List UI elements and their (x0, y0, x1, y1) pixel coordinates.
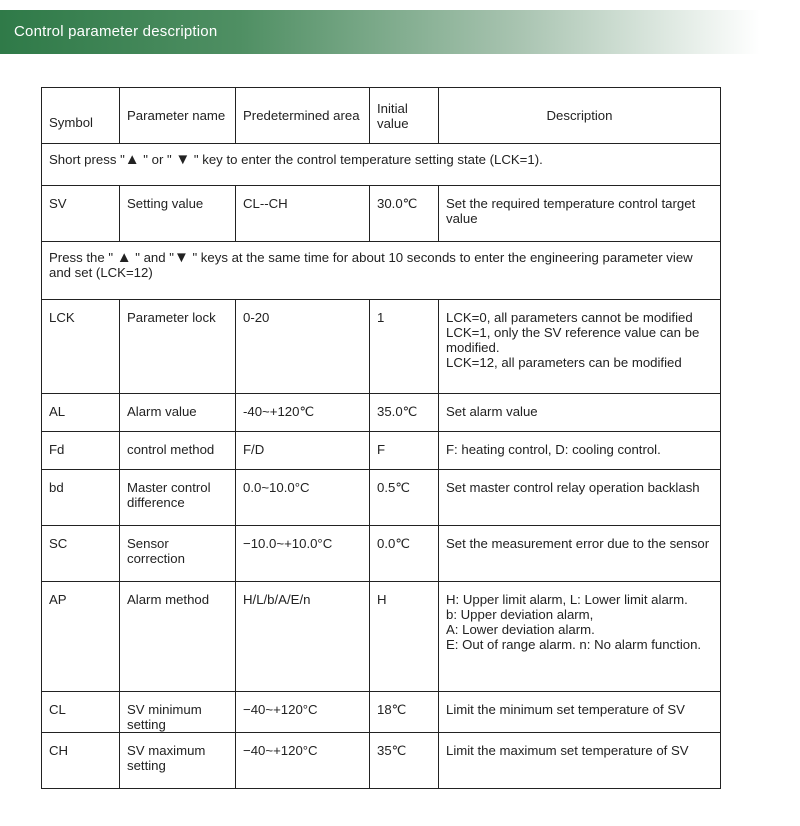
description-line: A: Lower deviation alarm. (446, 622, 595, 637)
description-line: Set alarm value (446, 404, 538, 419)
description-line: Set the required temperature control target value (446, 196, 696, 226)
table-row (42, 733, 721, 789)
predetermined-area-cell: CL--CH (236, 186, 370, 242)
column-header: Initial value (370, 88, 439, 144)
description-line: Limit the maximum set temperature of SV (446, 743, 689, 758)
initial-value-cell: 0.5℃ (370, 470, 439, 526)
predetermined-area-cell: −10.0~+10.0°C (236, 526, 370, 582)
up-triangle-icon: ▲ (116, 249, 132, 266)
predetermined-area-cell: -40~+120℃ (236, 394, 370, 432)
predetermined-area-cell: −40~+120°C (236, 692, 370, 733)
section-title: Control parameter description (14, 23, 218, 40)
table-row (42, 526, 721, 582)
parameter-name-cell: SV minimum setting (120, 692, 236, 733)
column-header: Parameter name (120, 88, 236, 144)
description-line: Set the measurement error due to the sensor (446, 536, 710, 551)
initial-value-cell: 18℃ (370, 692, 439, 733)
section-row (42, 242, 721, 300)
section-note-text: " keys at the same time for about 10 seconds to enter the engineering parameter view and set (LCK=12) (49, 250, 693, 280)
section-note-text: " or " (139, 152, 176, 167)
section-note-text: " key to enter the control temperature setting state (LCK=1). (190, 152, 543, 167)
description-line: LCK=0, all parameters cannot be modified (446, 310, 693, 325)
parameter-name-cell: Setting value (120, 186, 236, 242)
table-row (42, 432, 721, 470)
initial-value-cell: 1 (370, 300, 439, 394)
symbol-cell: SV (42, 186, 120, 242)
description-cell (439, 692, 721, 733)
description-cell (439, 300, 721, 394)
predetermined-area-cell: −40~+120°C (236, 733, 370, 789)
parameter-name-cell: Alarm method (120, 582, 236, 692)
predetermined-area-cell: H/L/b/A/E/n (236, 582, 370, 692)
description-line: LCK=12, all parameters can be modified (446, 355, 682, 370)
parameter-name-cell: Parameter lock (120, 300, 236, 394)
description-line: E: Out of range alarm. n: No alarm function. (446, 637, 702, 652)
initial-value-cell: 0.0℃ (370, 526, 439, 582)
table-header-row (42, 88, 721, 144)
section-row (42, 144, 721, 186)
description-cell (439, 432, 721, 470)
column-header: Symbol (42, 88, 120, 144)
section-note (42, 144, 721, 186)
predetermined-area-cell: F/D (236, 432, 370, 470)
initial-value-cell: F (370, 432, 439, 470)
section-note-text: Short press " (49, 152, 125, 167)
description-line: Limit the minimum set temperature of SV (446, 702, 685, 717)
symbol-cell: Fd (42, 432, 120, 470)
symbol-cell: LCK (42, 300, 120, 394)
table-row (42, 300, 721, 394)
symbol-cell: AL (42, 394, 120, 432)
predetermined-area-cell: 0-20 (236, 300, 370, 394)
initial-value-cell: 35.0℃ (370, 394, 439, 432)
table-row (42, 692, 721, 733)
section-header-banner (0, 10, 800, 54)
section-note-text: Press the " (49, 250, 117, 265)
symbol-cell: CL (42, 692, 120, 733)
description-line: Set master control relay operation backlash (446, 480, 700, 495)
initial-value-cell: 30.0℃ (370, 186, 439, 242)
initial-value-cell: H (370, 582, 439, 692)
description-cell (439, 526, 721, 582)
table-row (42, 394, 721, 432)
description-line: H: Upper limit alarm, L: Lower limit alarm. (446, 592, 688, 607)
description-line: b: Upper deviation alarm, (446, 607, 594, 622)
description-line: F: heating control, D: cooling control. (446, 442, 661, 457)
symbol-cell: bd (42, 470, 120, 526)
description-cell (439, 582, 721, 692)
description-cell (439, 733, 721, 789)
down-triangle-icon: ▼ (173, 249, 189, 266)
symbol-cell: CH (42, 733, 120, 789)
description-line: LCK=1, only the SV reference value can be modified. (446, 325, 700, 355)
symbol-cell: SC (42, 526, 120, 582)
symbol-cell: AP (42, 582, 120, 692)
down-triangle-icon: ▼ (175, 151, 191, 168)
parameter-name-cell: SV maximum setting (120, 733, 236, 789)
column-header: Description (439, 88, 721, 144)
description-cell (439, 394, 721, 432)
control-parameter-table (41, 87, 721, 789)
parameter-name-cell: Alarm value (120, 394, 236, 432)
initial-value-cell: 35℃ (370, 733, 439, 789)
column-header: Predetermined area (236, 88, 370, 144)
parameter-name-cell: Master control difference (120, 470, 236, 526)
description-cell (439, 470, 721, 526)
table-row (42, 186, 721, 242)
predetermined-area-cell: 0.0~10.0°C (236, 470, 370, 526)
up-triangle-icon: ▲ (124, 151, 140, 168)
table-row (42, 582, 721, 692)
section-note-text: " and " (131, 250, 174, 265)
parameter-name-cell: Sensor correction (120, 526, 236, 582)
parameter-name-cell: control method (120, 432, 236, 470)
table-row (42, 470, 721, 526)
description-cell (439, 186, 721, 242)
section-note (42, 242, 721, 300)
